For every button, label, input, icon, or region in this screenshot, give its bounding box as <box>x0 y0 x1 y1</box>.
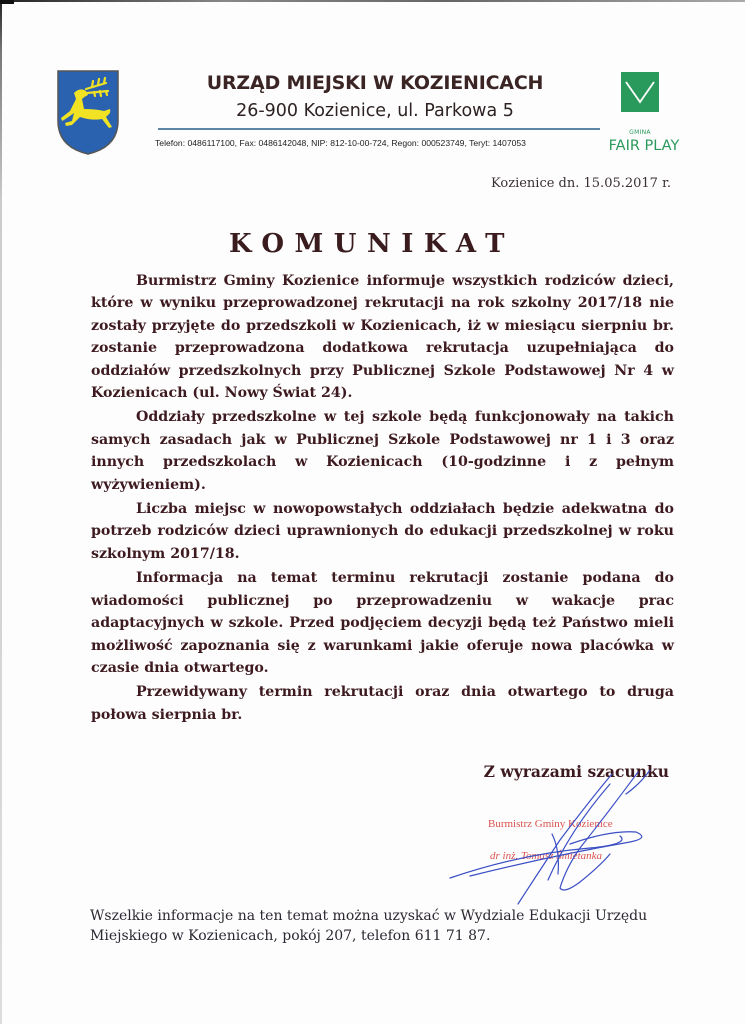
office-address: 26-900 Kozienice, ul. Parkowa 5 <box>236 101 514 121</box>
closing-salutation: Z wyrazami szacunku <box>483 762 669 781</box>
document-body <box>91 270 674 726</box>
scan-edge-top <box>0 0 745 2</box>
fair-play-gmina-label: GMINA <box>629 129 651 136</box>
paragraph: Przewidywany termin rekrutacji oraz dnia otwartego to druga połowa sierpnia br. <box>91 684 674 723</box>
scan-edge-left <box>0 0 2 1024</box>
paragraph: Oddziały przedszkolne w tej szkole będą funkcjonowały na takich samych zasadach jak w Publicznej Szkole Podstawowej nr 1 i 3 oraz innych przedszkolach w Kozienicach (10-godzinne i z pełnym wyżywieniem). <box>91 409 674 493</box>
paragraph: Liczba miejsc w nowopowstałych oddziałach będzie adekwatna do potrzeb rodziców dzieci uprawnionych do edukacji przedszkolnej w roku szkolnym 2017/18. <box>91 501 674 562</box>
footer-contact-note: Wszelkie informacje na ten temat można uzyskać w Wydziale Edukacji Urzędu Miejskiego w Kozienicach, pokój 207, telefon 611 71 87. <box>90 908 648 944</box>
paragraph: Informacja na temat terminu rekrutacji zostanie podana do wiadomości publicznej po przeprowadzeniu w wakacje prac adaptacyjnych w szkole. Przed podjęciem decyzji będą też Państwo mieli możliwość zapoznania się z warunkami jakie oferuje nowa placówka w czasie dnia otwartego. <box>91 570 674 676</box>
office-name: URZĄD MIEJSKI W KOZIENICACH <box>206 72 544 94</box>
checkmark-v-icon <box>621 72 659 112</box>
coat-of-arms-deer-icon <box>56 69 120 155</box>
document-title: KOMUNIKAT <box>228 229 516 259</box>
signature-scribble-icon <box>440 770 720 910</box>
document-date: Kozienice dn. 15.05.2017 r. <box>491 176 671 191</box>
fair-play-name: FAIR PLAY <box>608 138 680 154</box>
stamp-title: Burmistrz Gminy Kozienice <box>488 818 613 830</box>
stamp-name: dr inż. Tomasz Śmietanka <box>490 850 603 862</box>
header-divider <box>158 128 600 130</box>
paragraph: Burmistrz Gminy Kozienice informuje wszystkich rodziców dzieci, które w wyniku przeprowadzonej rekrutacji na rok szkolny 2017/18 nie zostały przyjęte do przedszkoli w Kozienicach, iż w miesiącu sierpniu br. zostanie przeprowadzona dodatkowa rekrutacja uzupełniająca do oddziałów przedszkolnych przy Publicznej Szkole Podstawowej Nr 4 w Kozienicach (ul. Nowy Świat 24). <box>91 273 674 402</box>
scan-corner <box>0 0 14 4</box>
office-contacts: Telefon: 0486117100, Fax: 0486142048, NIP: 812-10-00-724, Regon: 000523749, Teryt: 1407053 <box>155 138 526 148</box>
